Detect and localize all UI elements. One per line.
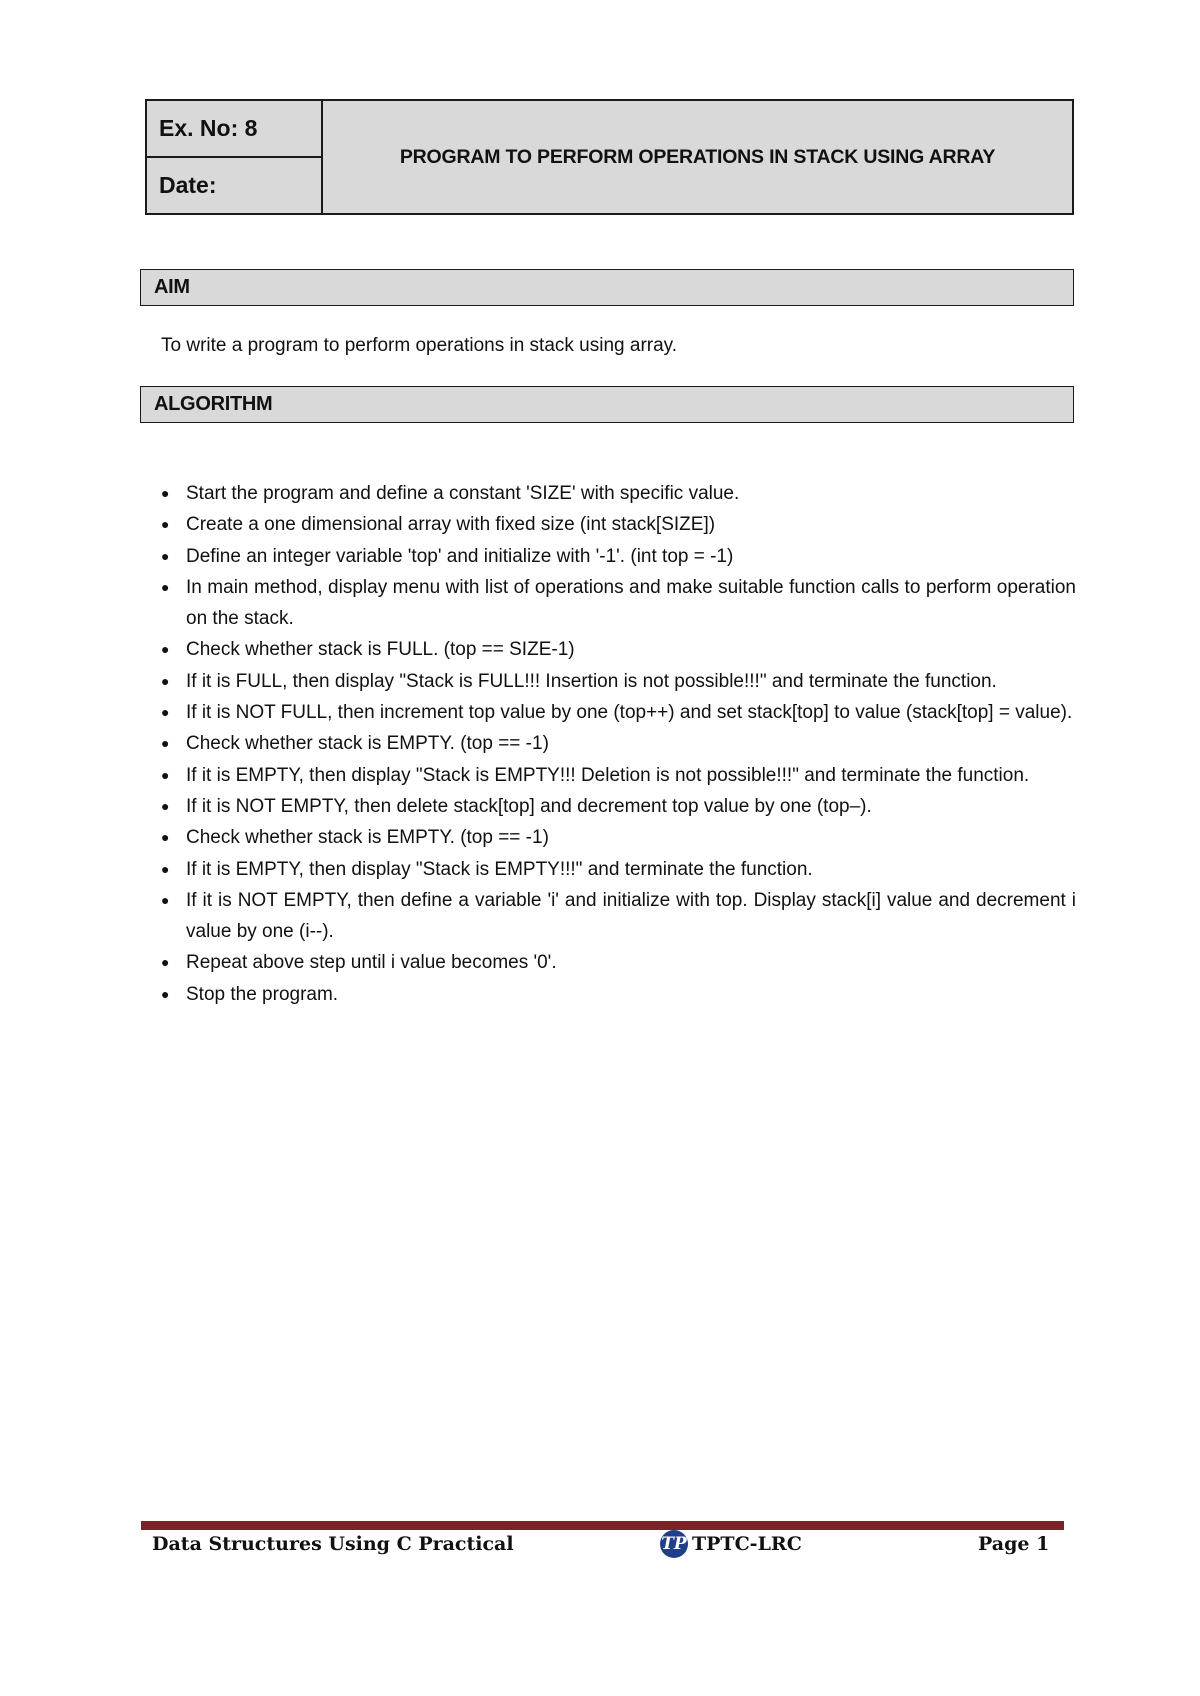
aim-heading: AIM: [140, 269, 1074, 306]
algorithm-step-text: If it is EMPTY, then display "Stack is EMPTY!!! Deletion is not possible!!!" and terminate the function.: [186, 764, 1030, 786]
bullet-icon: ●: [161, 985, 170, 1002]
bullet-icon: ●: [161, 797, 170, 814]
footer-rule: [141, 1521, 1064, 1530]
bullet-icon: ●: [161, 954, 170, 971]
algorithm-step-text: Repeat above step until i value becomes '0'.: [186, 952, 557, 974]
exercise-header-table: [145, 99, 1074, 215]
bullet-icon: ●: [161, 672, 170, 689]
algorithm-step: [161, 572, 1076, 635]
bullet-icon: ●: [161, 516, 170, 533]
algorithm-heading: ALGORITHM: [140, 386, 1074, 423]
algorithm-step: [161, 728, 1076, 759]
bullet-icon: ●: [161, 735, 170, 752]
algorithm-step: [161, 760, 1076, 791]
footer-institution: [660, 1530, 802, 1558]
algorithm-step: [161, 947, 1076, 978]
exercise-number: Ex. No: 8: [159, 115, 258, 141]
algorithm-step: [161, 666, 1076, 697]
algorithm-step-text: Check whether stack is FULL. (top == SIZE-1): [186, 639, 575, 661]
algorithm-step-text: If it is NOT EMPTY, then define a variable 'i' and initialize with top. Display stack[i] value and decrement i value by one (i--).: [186, 889, 1076, 943]
bullet-icon: ●: [161, 860, 170, 877]
algorithm-step-text: Check whether stack is EMPTY. (top == -1): [186, 733, 549, 755]
bullet-icon: ●: [161, 485, 170, 501]
algorithm-step-text: Start the program and define a constant 'SIZE' with specific value.: [186, 483, 740, 504]
bullet-icon: ●: [161, 578, 170, 595]
algorithm-step: [161, 634, 1076, 665]
aim-text: To write a program to perform operations in stack using array.: [161, 335, 678, 356]
bullet-icon: ●: [161, 766, 170, 783]
algorithm-step-text: Check whether stack is EMPTY. (top == -1): [186, 827, 549, 849]
algorithm-step: [161, 885, 1076, 948]
algorithm-step: [161, 791, 1076, 822]
footer-institution-name: TPTC-LRC: [692, 1533, 802, 1555]
algorithm-step: [161, 697, 1076, 728]
bullet-icon: ●: [161, 641, 170, 658]
algorithm-step-text: Stop the program.: [186, 983, 339, 1005]
algorithm-step-text: If it is EMPTY, then display "Stack is EMPTY!!!" and terminate the function.: [186, 858, 813, 880]
algorithm-step-text: Create a one dimensional array with fixed size (int stack[SIZE]): [186, 514, 716, 536]
algorithm-step-text: If it is NOT EMPTY, then delete stack[top] and decrement top value by one (top–).: [186, 795, 872, 817]
bullet-icon: ●: [161, 829, 170, 846]
tp-logo-icon: TP: [660, 1530, 688, 1558]
algorithm-step: [161, 822, 1076, 853]
algorithm-step: [161, 979, 1076, 1010]
algorithm-step: [161, 509, 1076, 540]
algorithm-step: [161, 854, 1076, 885]
algorithm-step: [161, 541, 1076, 572]
exercise-date: Date:: [147, 156, 321, 213]
header-left-column: [147, 101, 323, 213]
bullet-icon: ●: [161, 547, 170, 564]
algorithm-step-text: If it is NOT FULL, then increment top value by one (top++) and set stack[top] to value (stack[top] = value).: [186, 702, 1073, 724]
footer-page-number: Page 1: [978, 1533, 1050, 1555]
footer-course-title: Data Structures Using C Practical: [152, 1533, 514, 1555]
algorithm-step-text: Define an integer variable 'top' and initialize with '-1'. (int top = -1): [186, 545, 734, 567]
bullet-icon: ●: [161, 891, 170, 908]
algorithm-step: [161, 478, 1076, 509]
algorithm-steps-list: [161, 478, 1076, 1010]
algorithm-step-text: If it is FULL, then display "Stack is FULL!!! Insertion is not possible!!!" and terminate the function.: [186, 670, 997, 692]
algorithm-step-text: In main method, display menu with list of operations and make suitable function calls to perform operation on the stack.: [186, 576, 1076, 630]
bullet-icon: ●: [161, 704, 170, 721]
exercise-title: PROGRAM TO PERFORM OPERATIONS IN STACK USING ARRAY: [399, 145, 996, 168]
